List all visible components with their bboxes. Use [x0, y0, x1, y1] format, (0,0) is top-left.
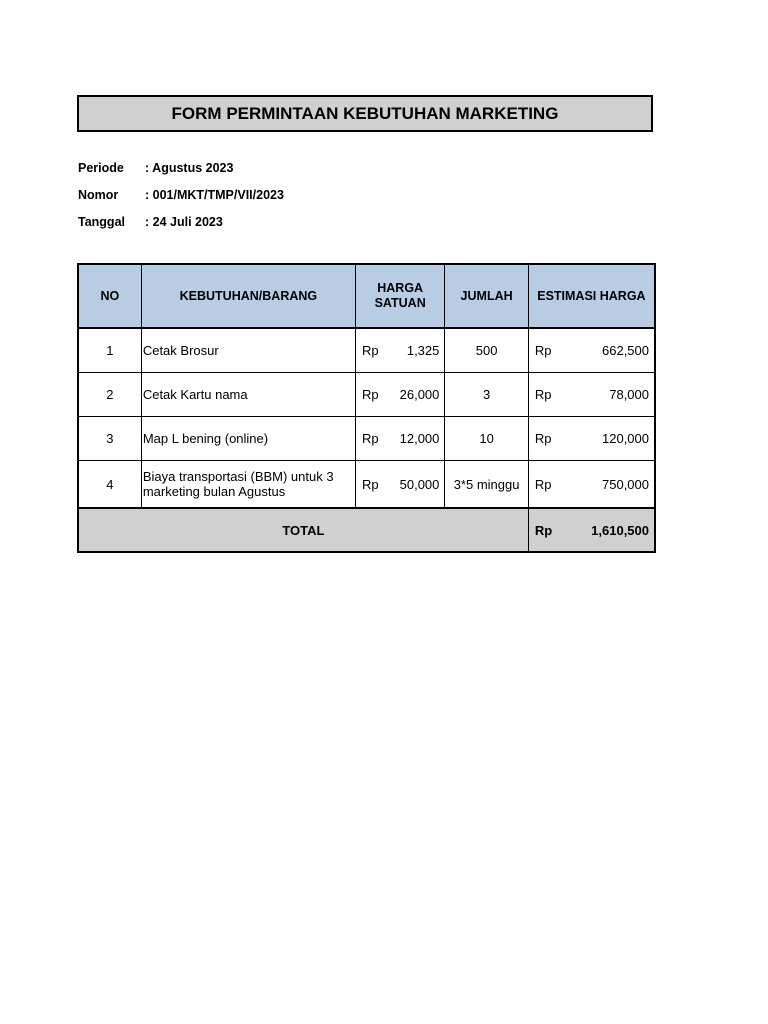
header-no: NO	[78, 264, 141, 328]
header-price-line2: SATUAN	[374, 296, 426, 310]
price-value: 26,000	[399, 387, 440, 402]
row-estimate	[528, 461, 655, 509]
request-table	[77, 263, 656, 553]
row-no: 2	[78, 373, 141, 417]
row-price	[355, 328, 444, 373]
estimate-value: 662,500	[602, 343, 649, 358]
table-header-row	[78, 264, 655, 328]
row-price	[355, 417, 444, 461]
currency: Rp	[361, 343, 379, 358]
table-row	[78, 417, 655, 461]
meta-value: : 24 Juli 2023	[145, 215, 223, 229]
estimate-value: 120,000	[602, 431, 649, 446]
meta-label: Periode	[78, 161, 124, 175]
row-qty: 500	[445, 328, 528, 373]
currency: Rp	[361, 476, 379, 492]
row-estimate	[528, 373, 655, 417]
row-item: Map L bening (online)	[141, 417, 355, 461]
meta-tanggal	[78, 215, 223, 229]
currency: Rp	[534, 522, 553, 538]
header-estimate: ESTIMASI HARGA	[528, 264, 655, 328]
meta-label: Tanggal	[78, 215, 125, 229]
row-price	[355, 461, 444, 509]
price-value: 1,325	[406, 343, 440, 358]
row-estimate	[528, 328, 655, 373]
row-qty: 3*5 minggu	[445, 461, 528, 509]
row-item: Biaya transportasi (BBM) untuk 3 marketing bulan Agustus	[141, 461, 355, 509]
row-no: 3	[78, 417, 141, 461]
currency: Rp	[361, 387, 379, 402]
table-row	[78, 373, 655, 417]
header-price-line1: HARGA	[377, 281, 424, 295]
estimate-value: 750,000	[602, 476, 649, 492]
estimate-value: 78,000	[609, 387, 649, 402]
row-qty: 10	[445, 417, 528, 461]
meta-periode	[78, 161, 233, 175]
currency: Rp	[361, 431, 379, 446]
meta-nomor	[78, 188, 284, 202]
row-estimate	[528, 417, 655, 461]
row-price	[355, 373, 444, 417]
meta-value: : Agustus 2023	[145, 161, 234, 175]
price-value: 12,000	[399, 431, 440, 446]
meta-value: : 001/MKT/TMP/VII/2023	[145, 188, 284, 202]
header-price	[355, 264, 444, 328]
currency: Rp	[534, 343, 552, 358]
row-no: 4	[78, 461, 141, 509]
total-label: TOTAL	[78, 508, 528, 552]
total-value: 1,610,500	[591, 522, 649, 538]
table-row	[78, 328, 655, 373]
header-item: KEBUTUHAN/BARANG	[141, 264, 355, 328]
price-value: 50,000	[399, 476, 440, 492]
table-row	[78, 461, 655, 509]
currency: Rp	[534, 431, 552, 446]
row-item: Cetak Brosur	[141, 328, 355, 373]
form-title: FORM PERMINTAAN KEBUTUHAN MARKETING	[77, 95, 653, 132]
currency: Rp	[534, 476, 552, 492]
meta-label: Nomor	[78, 188, 119, 202]
row-item: Cetak Kartu nama	[141, 373, 355, 417]
total-row	[78, 508, 655, 552]
row-no: 1	[78, 328, 141, 373]
total-estimate	[528, 508, 655, 552]
row-qty: 3	[445, 373, 528, 417]
currency: Rp	[534, 387, 552, 402]
header-qty: JUMLAH	[445, 264, 528, 328]
